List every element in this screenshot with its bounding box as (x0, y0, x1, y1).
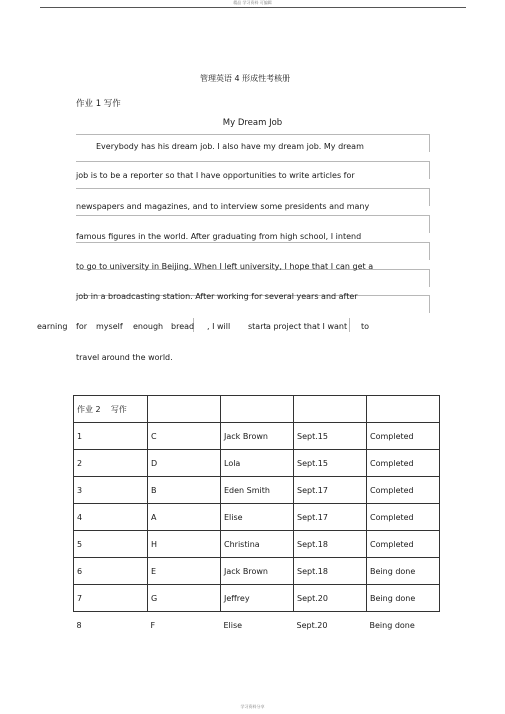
table-cell: Jack Brown (221, 423, 294, 450)
table-cell: B (148, 477, 221, 504)
ruled-tick (429, 242, 430, 260)
table-cell: 4 (74, 504, 148, 531)
table-cell: Jeffrey (221, 585, 294, 612)
essay-line-5: to go to university in Beijing. When I left university, I hope that I can get a (76, 262, 374, 271)
table-cell: Completed (367, 531, 440, 558)
table-row (74, 558, 440, 585)
ruled-tick (429, 295, 430, 313)
essay-word: start (248, 322, 267, 331)
table-cell: 3 (74, 477, 148, 504)
ruled-line (76, 215, 429, 216)
table-cell: G (148, 585, 221, 612)
table-cell: 7 (74, 585, 148, 612)
table-cell (294, 396, 367, 423)
task2-label-cell (74, 396, 148, 423)
table-cell: Jack Brown (221, 558, 294, 585)
table-row (74, 477, 440, 504)
ruled-tick (429, 215, 430, 233)
table-row (74, 423, 440, 450)
table-cell: Completed (367, 477, 440, 504)
ruled-line (76, 161, 429, 162)
table-cell: Completed (367, 450, 440, 477)
table-cell: Sept.18 (294, 531, 367, 558)
table-cell: Completed (367, 504, 440, 531)
table-cell: F (150, 620, 156, 630)
ruled-tick (429, 188, 430, 206)
table-cell: Elise (223, 620, 243, 630)
table-cell: Christina (221, 531, 294, 558)
essay-word: enough (133, 322, 164, 331)
document-title: 管理英语 4 形成性考核册 (200, 74, 291, 83)
table-row (74, 612, 440, 639)
table-cell: 2 (74, 450, 148, 477)
page-footer: 学习资料分享 (240, 704, 265, 709)
table-cell: Completed (367, 423, 440, 450)
header-rule (40, 7, 466, 8)
table-cell: Sept.18 (294, 558, 367, 585)
essay-line-2: job is to be a reporter so that I have opportunities to write articles for (76, 171, 355, 180)
essay-line-4: famous figures in the world. After graduating from high school, I intend (76, 232, 362, 241)
task1-label: 作业 1 写作 (76, 99, 121, 109)
ruled-line (76, 134, 429, 135)
table-row (74, 585, 440, 612)
table-cell: Sept.15 (294, 450, 367, 477)
table-cell: D (148, 450, 221, 477)
table-cell: Sept.20 (296, 620, 328, 630)
table-cell: Sept.20 (294, 585, 367, 612)
table-cell: Sept.17 (294, 477, 367, 504)
essay-word: earning (37, 322, 68, 331)
table-cell: H (148, 531, 221, 558)
table-row (74, 531, 440, 558)
table-row (74, 504, 440, 531)
task2-table (73, 395, 440, 638)
table-cell: Sept.17 (294, 504, 367, 531)
ruled-line (76, 188, 429, 189)
table-cell: 1 (74, 423, 148, 450)
essay-word: to (361, 322, 370, 331)
table-cell: Eden Smith (221, 477, 294, 504)
essay-line-3: newspapers and magazines, and to interview some presidents and many (76, 202, 370, 211)
task2-label-2: 写作 (110, 404, 127, 414)
table-cell: 6 (74, 558, 148, 585)
table-cell (367, 396, 440, 423)
table-cell: E (148, 558, 221, 585)
task2-label: 作业 2 (77, 404, 101, 414)
table-cell: Being done (367, 558, 440, 585)
essay-line-8: travel around the world. (76, 353, 173, 362)
essay-word: bread (171, 322, 195, 331)
table-cell: 5 (74, 531, 148, 558)
ruled-tick (429, 161, 430, 179)
table-cell (148, 396, 221, 423)
ruled-tick (349, 318, 350, 332)
table-row (74, 450, 440, 477)
essay-line-1: Everybody has his dream job. I also have my dream job. My dream (96, 142, 364, 151)
ruled-line (76, 242, 429, 243)
essay-word: a project that I want (266, 322, 348, 331)
essay-line-6: job in a broadcasting station. After working for several years and after (76, 292, 358, 301)
table-cell: Elise (221, 504, 294, 531)
page-header: 精品 学习资料 可编辑 (233, 0, 272, 5)
essay-word: myself (96, 322, 123, 331)
essay-word: for (76, 322, 87, 331)
ruled-tick (429, 134, 430, 152)
table-cell: 8 (76, 620, 82, 630)
table-cell (221, 396, 294, 423)
essay-word: , I will (207, 322, 231, 331)
table-cell: Lola (221, 450, 294, 477)
table-cell: A (148, 504, 221, 531)
essay-title: My Dream Job (222, 118, 283, 128)
table-cell: Being done (367, 585, 440, 612)
table-cell: Sept.15 (294, 423, 367, 450)
table-header-row (74, 396, 440, 423)
table-cell: C (148, 423, 221, 450)
table-cell: Being done (369, 620, 415, 630)
ruled-tick (429, 269, 430, 287)
